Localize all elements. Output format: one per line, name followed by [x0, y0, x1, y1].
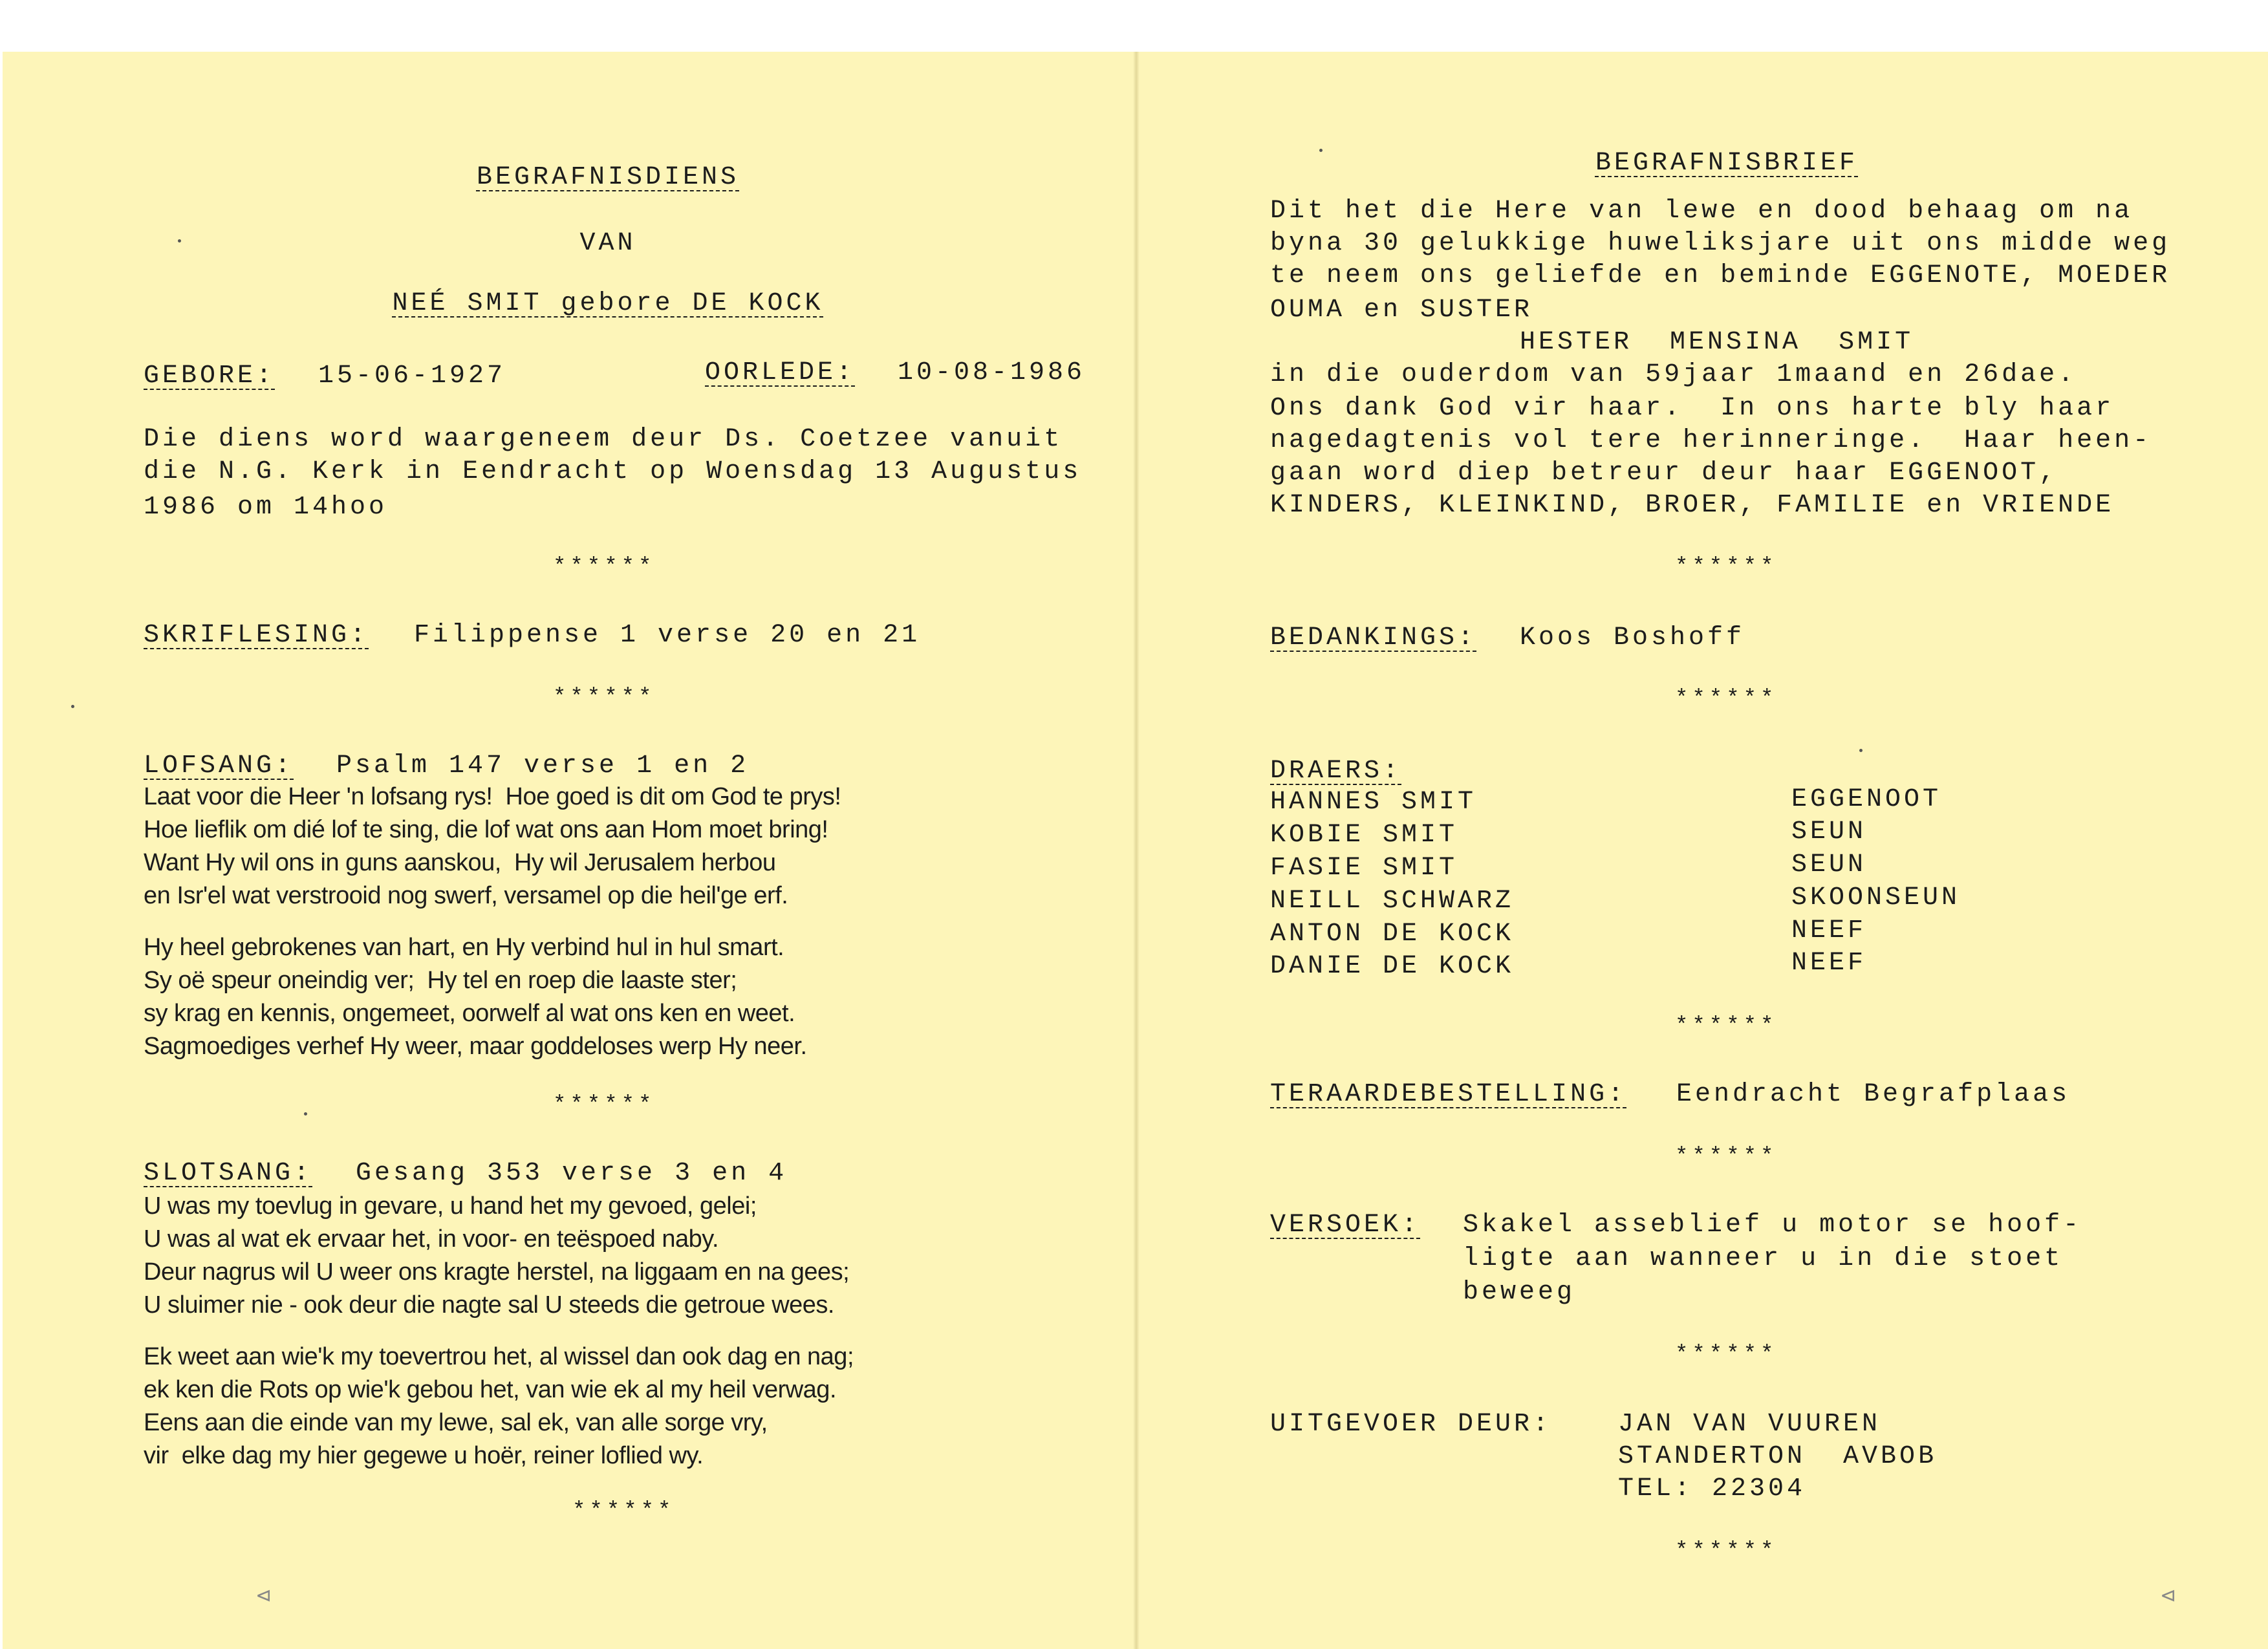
paper-speck [1319, 149, 1323, 152]
hymn-line: en Isr'el wat verstrooid nog swerf, versamel op die heil'ge erf. [144, 882, 788, 909]
left-van: VAN [579, 229, 636, 258]
hymn-line: Sy oë speur oneindig ver; Hy tel en roep die laaste ster; [144, 967, 737, 994]
bearer-relation: SEUN [1791, 850, 1867, 879]
service-line: die N.G. Kerk in Eendracht op Woensdag 13 Augustus [144, 457, 1082, 486]
separator: ****** [1675, 555, 1778, 579]
undertaker-line: TEL: 22304 [1618, 1474, 1806, 1503]
born-value: 15-06-1927 [318, 361, 506, 391]
undertaker-line: STANDERTON AVBOB [1618, 1442, 1938, 1471]
died-label: OORLEDE: [705, 358, 856, 387]
died-value: 10-08-1986 [898, 358, 1086, 387]
hymn-line: Laat voor die Heer 'n lofsang rys! Hoe goed is dit om God te prys! [144, 783, 841, 810]
hymn-line: Want Hy wil ons in guns aanskou, Hy wil Jerusalem herbou [144, 849, 776, 876]
bearers-label: DRAERS: [1270, 757, 1402, 786]
paper-speck [71, 705, 74, 708]
letter-line: te neem ons geliefde en beminde EGGENOTE, MOEDER [1270, 261, 2171, 290]
undertaker-label: UITGEVOER DEUR: [1270, 1410, 1552, 1439]
left-title: BEGRAFNISDIENS [476, 163, 740, 192]
hymn-line: Eens aan die einde van my lewe, sal ek, van alle sorge vry, [144, 1409, 768, 1436]
request-line: ligte aan wanneer u in die stoet [1463, 1244, 2064, 1273]
hymn-line: Hoe lieflik om dié lof te sing, die lof wat ons aan Hom moet bring! [144, 816, 828, 843]
bearer-relation: EGGENOOT [1791, 785, 1942, 814]
letter-line: Ons dank God vir haar. In ons harte bly haar [1270, 394, 2115, 423]
scripture-value: Filippense 1 verse 20 en 21 [414, 621, 921, 650]
letter-line: nagedagtenis vol tere herinneringe. Haar heen- [1270, 426, 2152, 455]
thanks-label: BEDANKINGS: [1270, 623, 1477, 652]
scripture-label: SKRIFLESING: [144, 621, 369, 650]
right-title: BEGRAFNISBRIEF [1595, 149, 1859, 178]
separator: ****** [1675, 1145, 1778, 1169]
bearer-name: HANNES SMIT [1270, 788, 1477, 817]
letter-line: in die ouderdom van 59jaar 1maand en 26dae. [1270, 360, 2077, 389]
letter-deceased-name: HESTER MENSINA SMIT [1520, 328, 1914, 357]
request-line: Skakel asseblief u motor se hoof- [1463, 1211, 2082, 1240]
separator: ****** [572, 1499, 675, 1524]
separator: ****** [1675, 1539, 1778, 1564]
bearer-name: DANIE DE KOCK [1270, 952, 1515, 981]
burial-label: TERAARDEBESTELLING: [1270, 1080, 1627, 1109]
bearer-relation: SEUN [1791, 817, 1867, 846]
bearer-name: ANTON DE KOCK [1270, 920, 1515, 949]
slotsang-label: SLOTSANG: [144, 1159, 313, 1188]
hymn-line: U sluimer nie - ook deur die nagte sal U steeds die getroue wees. [144, 1291, 834, 1319]
separator: ****** [1675, 687, 1778, 711]
separator: ****** [1675, 1014, 1778, 1039]
center-fold [1133, 52, 1139, 1649]
hymn-line: Hy heel gebrokenes van hart, en Hy verbind hul in hul smart. [144, 934, 784, 961]
hymn-line: Sagmoediges verhef Hy weer, maar goddeloses werp Hy neer. [144, 1033, 807, 1060]
bearer-name: NEILL SCHWARZ [1270, 887, 1515, 916]
hymn-line: Deur nagrus wil U weer ons kragte herstel, na liggaam en na gees; [144, 1258, 850, 1286]
hymn-line: ek ken die Rots op wie'k gebou het, van wie ek al my heil verwag. [144, 1376, 837, 1403]
paper-speck [304, 1112, 307, 1116]
hymn-line: U was al wat ek ervaar het, in voor- en teëspoed naby. [144, 1225, 719, 1253]
hymn-line: vir elke dag my hier gegewe u hoër, reiner loflied wy. [144, 1442, 704, 1469]
burial-value: Eendracht Begrafplaas [1676, 1080, 2071, 1109]
separator: ****** [1675, 1342, 1778, 1367]
bearer-relation: SKOONSEUN [1791, 883, 1961, 912]
bearer-relation: NEEF [1791, 949, 1867, 978]
lofsang-label: LOFSANG: [144, 751, 294, 781]
thanks-value: Koos Boshoff [1520, 623, 1745, 652]
hymn-line: Ek weet aan wie'k my toevertrou het, al wissel dan ook dag en nag; [144, 1343, 854, 1370]
hymn-line: U was my toevlug in gevare, u hand het my gevoed, gelei; [144, 1192, 757, 1220]
slotsang-value: Gesang 353 verse 3 en 4 [356, 1159, 788, 1188]
letter-line: OUMA en SUSTER [1270, 296, 1533, 325]
paper-speck [178, 239, 181, 242]
service-line: 1986 om 14hoo [144, 493, 388, 522]
lofsang-value: Psalm 147 verse 1 en 2 [336, 751, 750, 781]
bearer-relation: NEEF [1791, 916, 1867, 945]
smudge-icon: ⊲ [2160, 1584, 2177, 1607]
deceased-name: NEÉ SMIT gebore DE KOCK [392, 289, 824, 318]
hymn-line: sy krag en kennis, ongemeet, oorwelf al wat ons ken en weet. [144, 1000, 795, 1027]
bearer-name: KOBIE SMIT [1270, 821, 1458, 850]
letter-line: KINDERS, KLEINKIND, BROER, FAMILIE en VRIENDE [1270, 491, 2115, 520]
letter-line: gaan word diep betreur deur haar EGGENOOT, [1270, 458, 2058, 488]
born-label: GEBORE: [144, 361, 275, 391]
letter-line: byna 30 gelukkige huweliksjare uit ons midde weg [1270, 229, 2171, 258]
request-label: VERSOEK: [1270, 1211, 1421, 1240]
request-line: beweeg [1463, 1278, 1576, 1307]
smudge-icon: ⊲ [255, 1584, 272, 1607]
separator: ****** [553, 685, 656, 710]
bearer-name: FASIE SMIT [1270, 854, 1458, 883]
undertaker-line: JAN VAN VUUREN [1618, 1410, 1881, 1439]
separator: ****** [553, 1093, 656, 1117]
separator: ****** [553, 555, 656, 579]
letter-line: Dit het die Here van lewe en dood behaag om na [1270, 197, 2133, 226]
service-line: Die diens word waargeneem deur Ds. Coetzee vanuit [144, 425, 1063, 454]
paper-speck [1859, 749, 1863, 752]
